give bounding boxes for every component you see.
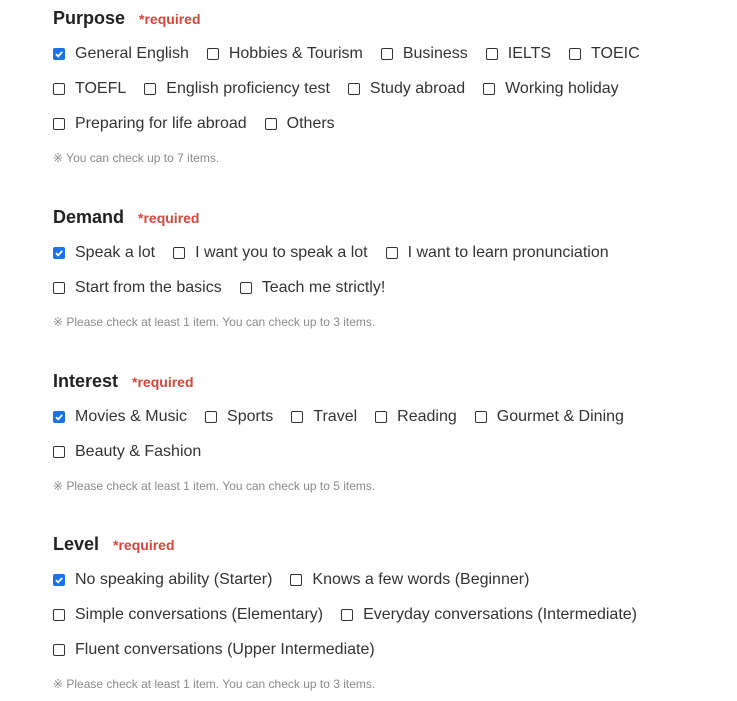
option-label: Knows a few words (Beginner) [312, 571, 530, 588]
option-label: Speak a lot [75, 244, 156, 261]
section-title: Demand [53, 207, 125, 227]
checkbox[interactable] [483, 83, 495, 95]
checkbox[interactable] [53, 574, 65, 586]
option-beginner[interactable] [290, 571, 529, 589]
section-purpose [53, 8, 713, 167]
section-demand [53, 207, 713, 331]
option-business[interactable] [381, 45, 468, 63]
option-label: Beauty & Fashion [75, 443, 202, 460]
checkbox[interactable] [348, 83, 360, 95]
required-marker: *required [139, 11, 201, 27]
section-header [53, 534, 713, 556]
section-title: Purpose [53, 8, 126, 28]
section-title: Interest [53, 371, 119, 391]
option-label: General English [75, 45, 189, 62]
option-teach-strictly[interactable] [240, 279, 386, 297]
option-label: Everyday conversations (Intermediate) [363, 606, 637, 623]
option-sports[interactable] [205, 408, 273, 426]
checkbox[interactable] [53, 644, 65, 656]
section-note: ※ Please check at least 1 item. You can check up to 3 items. [53, 315, 376, 329]
check-icon [54, 49, 64, 59]
option-label: Movies & Music [75, 408, 188, 425]
checkbox[interactable] [53, 247, 65, 259]
option-row [53, 605, 713, 625]
option-label: Reading [397, 408, 457, 425]
option-label: Others [286, 115, 335, 132]
option-elementary[interactable] [53, 606, 323, 624]
required-marker: *required [138, 210, 200, 226]
checkbox[interactable] [291, 411, 303, 423]
option-label: Working holiday [505, 80, 619, 97]
option-label: Preparing for life abroad [75, 115, 247, 132]
option-preparing-for-life-abroad[interactable] [53, 115, 247, 133]
checkbox[interactable] [53, 609, 65, 621]
checkbox[interactable] [475, 411, 487, 423]
checkbox[interactable] [53, 83, 65, 95]
checkbox[interactable] [569, 48, 581, 60]
option-gourmet-dining[interactable] [475, 408, 624, 426]
checkbox[interactable] [53, 411, 65, 423]
required-marker: *required [132, 374, 194, 390]
section-header [53, 371, 713, 393]
section-interest [53, 371, 713, 495]
option-others[interactable] [265, 115, 335, 133]
option-movies-music[interactable] [53, 408, 187, 426]
checkbox[interactable] [205, 411, 217, 423]
option-label: Study abroad [369, 80, 466, 97]
section-header [53, 207, 713, 229]
section-note: ※ You can check up to 7 items. [53, 151, 220, 165]
section-level [53, 534, 713, 693]
option-label: Travel [313, 408, 358, 425]
option-row [53, 640, 713, 660]
option-want-you-to-speak[interactable] [173, 244, 368, 262]
checkbox[interactable] [290, 574, 302, 586]
check-icon [54, 575, 64, 585]
option-label: I want to learn pronunciation [407, 244, 609, 261]
checkbox[interactable] [144, 83, 156, 95]
option-label: Simple conversations (Elementary) [75, 606, 324, 623]
option-study-abroad[interactable] [348, 80, 465, 98]
checkbox[interactable] [375, 411, 387, 423]
option-english-proficiency-test[interactable] [144, 80, 330, 98]
option-row [53, 79, 713, 99]
checkbox[interactable] [265, 118, 277, 130]
checkbox[interactable] [341, 609, 353, 621]
section-header [53, 8, 713, 30]
checkbox[interactable] [207, 48, 219, 60]
option-label: English proficiency test [166, 80, 330, 97]
option-row [53, 114, 713, 134]
option-travel[interactable] [291, 408, 357, 426]
section-title: Level [53, 534, 100, 554]
check-icon [54, 412, 64, 422]
option-label: Fluent conversations (Upper Intermediate) [75, 641, 375, 658]
option-label: Sports [227, 408, 274, 425]
option-label: Business [402, 45, 468, 62]
checkbox[interactable] [53, 118, 65, 130]
checkbox[interactable] [53, 48, 65, 60]
option-working-holiday[interactable] [483, 80, 619, 98]
option-row [53, 570, 713, 590]
option-label: IELTS [507, 45, 552, 62]
option-label: Teach me strictly! [261, 279, 386, 296]
option-label: Start from the basics [75, 279, 222, 296]
checkbox[interactable] [381, 48, 393, 60]
option-row [53, 278, 713, 298]
option-label: TOEIC [591, 45, 640, 62]
option-general-english[interactable] [53, 45, 189, 63]
section-note: ※ Please check at least 1 item. You can check up to 5 items. [53, 479, 376, 493]
option-reading[interactable] [375, 408, 457, 426]
option-upper-intermediate[interactable] [53, 641, 375, 659]
option-label: Hobbies & Tourism [228, 45, 363, 62]
section-note: ※ Please check at least 1 item. You can check up to 3 items. [53, 677, 376, 691]
option-start-from-basics[interactable] [53, 279, 222, 297]
option-intermediate[interactable] [341, 606, 637, 624]
option-toefl[interactable] [53, 80, 126, 98]
option-toeic[interactable] [569, 45, 640, 63]
option-label: TOEFL [75, 80, 127, 97]
option-label: I want you to speak a lot [195, 244, 368, 261]
option-hobbies-tourism[interactable] [207, 45, 363, 63]
option-learn-pronunciation[interactable] [386, 244, 609, 262]
option-label: Gourmet & Dining [496, 408, 624, 425]
option-beauty-fashion[interactable] [53, 443, 201, 461]
option-row [53, 442, 713, 462]
checkbox[interactable] [53, 446, 65, 458]
checkbox[interactable] [486, 48, 498, 60]
checkbox[interactable] [240, 282, 252, 294]
option-starter[interactable] [53, 571, 272, 589]
checkbox[interactable] [386, 247, 398, 259]
option-row [53, 44, 713, 64]
required-marker: *required [113, 537, 175, 553]
option-label: No speaking ability (Starter) [75, 571, 273, 588]
option-row [53, 243, 713, 263]
option-ielts[interactable] [486, 45, 551, 63]
checkbox[interactable] [53, 282, 65, 294]
check-icon [54, 248, 64, 258]
option-speak-a-lot[interactable] [53, 244, 155, 262]
checkbox[interactable] [173, 247, 185, 259]
option-row [53, 407, 713, 427]
